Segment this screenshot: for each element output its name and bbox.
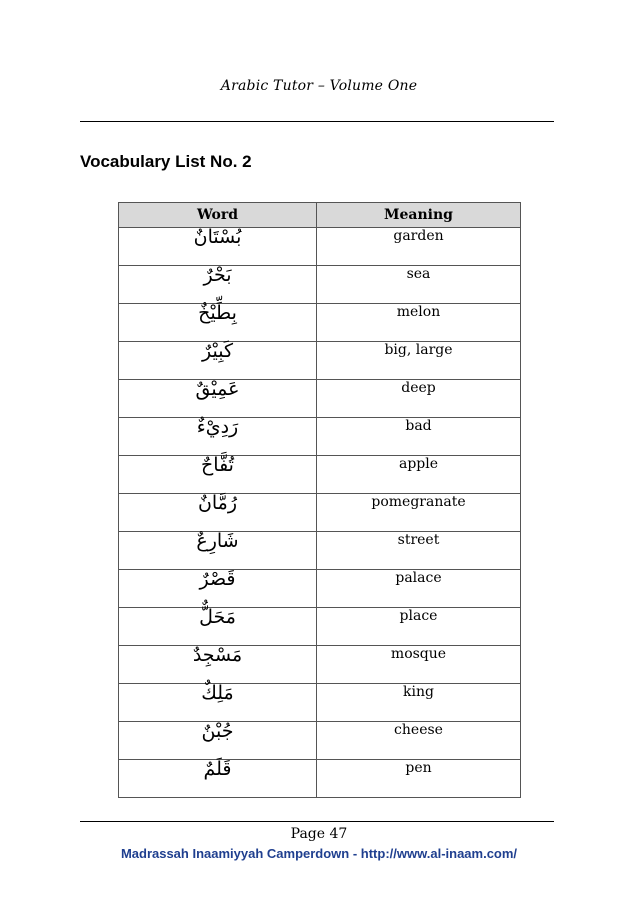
table-row xyxy=(119,570,521,608)
arabic-word: رَدِيْءٌ xyxy=(119,418,317,456)
arabic-word: تُفَّاحٌ xyxy=(119,456,317,494)
arabic-word: عَمِيْقٌ xyxy=(119,380,317,418)
word-meaning: melon xyxy=(317,304,521,342)
header-divider xyxy=(80,121,554,122)
word-meaning: king xyxy=(317,684,521,722)
arabic-word: بِطِّيْخٌ xyxy=(119,304,317,342)
page-number: Page 47 xyxy=(290,826,348,842)
table-row xyxy=(119,646,521,684)
arabic-word: مَلِكٌ xyxy=(119,684,317,722)
arabic-word: بُسْتَانٌ xyxy=(119,228,317,266)
arabic-word: بَحْرٌ xyxy=(119,266,317,304)
column-header-meaning: Meaning xyxy=(317,203,521,228)
arabic-word: كَبِيْرٌ xyxy=(119,342,317,380)
word-meaning: street xyxy=(317,532,521,570)
word-meaning: deep xyxy=(317,380,521,418)
table-row xyxy=(119,532,521,570)
table-row xyxy=(119,760,521,798)
table-row xyxy=(119,608,521,646)
table-row xyxy=(119,342,521,380)
table-header-row xyxy=(119,203,521,228)
arabic-word: جُبْنٌ xyxy=(119,722,317,760)
word-meaning: pomegranate xyxy=(317,494,521,532)
word-meaning: pen xyxy=(317,760,521,798)
table-row xyxy=(119,684,521,722)
table-row xyxy=(119,418,521,456)
running-header: Arabic Tutor – Volume One xyxy=(220,78,418,94)
arabic-word: مَحَلٌّ xyxy=(119,608,317,646)
word-meaning: palace xyxy=(317,570,521,608)
word-meaning: bad xyxy=(317,418,521,456)
footer-divider xyxy=(80,821,554,822)
table-row xyxy=(119,266,521,304)
word-meaning: mosque xyxy=(317,646,521,684)
table-row xyxy=(119,304,521,342)
table-row xyxy=(119,380,521,418)
word-meaning: apple xyxy=(317,456,521,494)
table-row xyxy=(119,722,521,760)
column-header-word: Word xyxy=(119,203,317,228)
word-meaning: place xyxy=(317,608,521,646)
word-meaning: sea xyxy=(317,266,521,304)
table-row xyxy=(119,228,521,266)
word-meaning: garden xyxy=(317,228,521,266)
arabic-word: شَارِعٌ xyxy=(119,532,317,570)
word-meaning: cheese xyxy=(317,722,521,760)
footer-website-link[interactable]: Madrassah Inaamiyyah Camperdown - http://www.al-inaam.com/ xyxy=(120,846,518,861)
arabic-word: رُمَّانٌ xyxy=(119,494,317,532)
table-row xyxy=(119,456,521,494)
arabic-word: مَسْجِدٌ xyxy=(119,646,317,684)
vocabulary-table xyxy=(118,202,521,798)
word-meaning: big, large xyxy=(317,342,521,380)
section-title: Vocabulary List No. 2 xyxy=(80,152,252,171)
arabic-word: قَلَمٌ xyxy=(119,760,317,798)
table-row xyxy=(119,494,521,532)
arabic-word: قَصْرٌ xyxy=(119,570,317,608)
